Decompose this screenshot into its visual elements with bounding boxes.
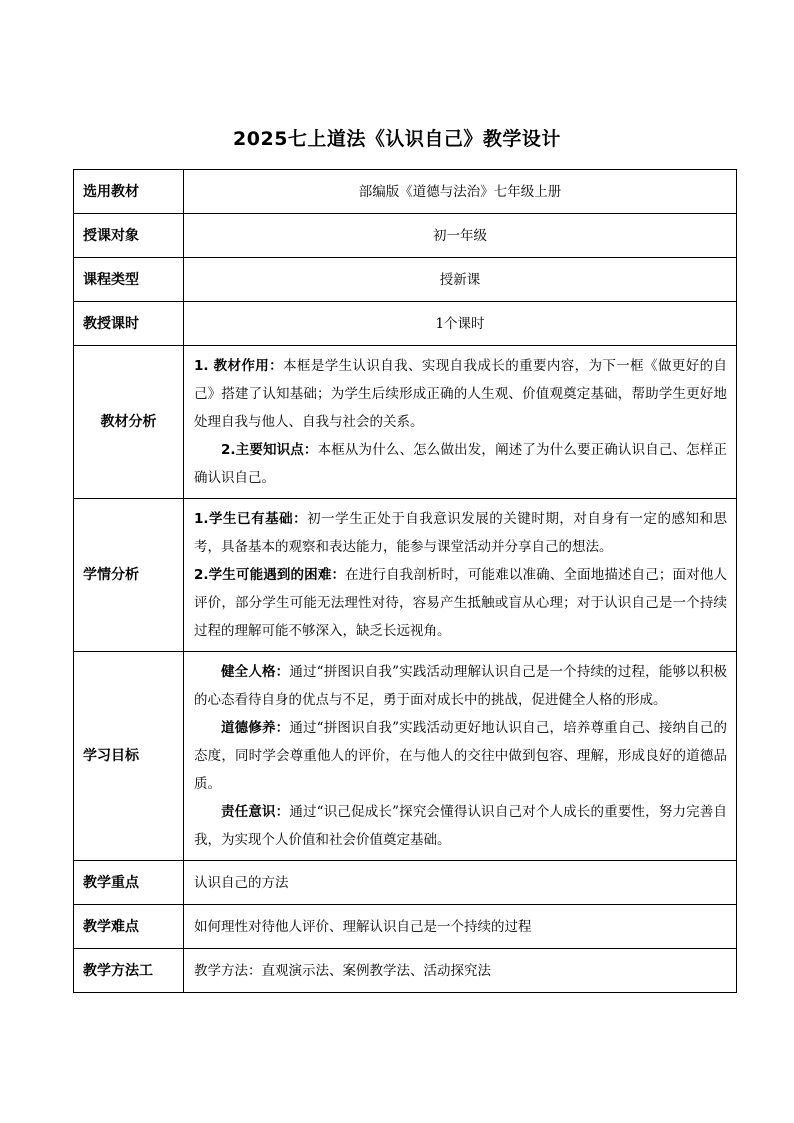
paragraph-text: 通过“识己促成长”探究会懂得认识自己对个人成长的重要性，努力完善自我，为实现个人价值和社会价值奠定基础。 xyxy=(194,804,727,848)
lesson-plan-table xyxy=(73,169,737,993)
row-label: 教材分析 xyxy=(74,346,184,499)
paragraph xyxy=(194,714,727,798)
row-label: 教授课时 xyxy=(74,302,184,346)
row-label: 课程类型 xyxy=(74,258,184,302)
table-row xyxy=(74,499,737,652)
table-row xyxy=(74,214,737,258)
table-row xyxy=(74,905,737,949)
row-label: 选用教材 xyxy=(74,170,184,214)
objectives-cell xyxy=(184,652,737,861)
course-type-value: 授新课 xyxy=(184,258,737,302)
paragraph-heading: 1.学生已有基础： xyxy=(194,511,308,527)
difficulty-value: 如何理性对待他人评价、理解认识自己是一个持续的过程 xyxy=(184,905,737,949)
table-row xyxy=(74,170,737,214)
table-row xyxy=(74,861,737,905)
paragraph xyxy=(194,561,727,645)
table-row xyxy=(74,302,737,346)
row-label: 教学方法工 xyxy=(74,949,184,993)
textbook-value: 部编版《道德与法治》七年级上册 xyxy=(184,170,737,214)
paragraph xyxy=(194,505,727,561)
paragraph xyxy=(194,352,727,436)
paragraph-text: 初一学生正处于自我意识发展的关键时期，对自身有一定的感知和思考，具备基本的观察和表达能力，能参与课堂活动并分享自己的想法。 xyxy=(194,511,727,555)
table-row xyxy=(74,949,737,993)
hours-value: 1个课时 xyxy=(184,302,737,346)
paragraph-text: 在进行自我剖析时，可能难以准确、全面地描述自己；面对他人评价，部分学生可能无法理性对待，容易产生抵触或盲从心理；对于认识自己是一个持续过程的理解可能不够深入，缺乏长远视角。 xyxy=(194,567,727,639)
paragraph xyxy=(194,658,727,714)
paragraph-text: 通过“拼图识自我”实践活动理解认识自己是一个持续的过程，能够以积极的心态看待自身的优点与不足，勇于面对成长中的挑战，促进健全人格的形成。 xyxy=(194,664,727,708)
paragraph-text: 通过“拼图识自我”实践活动更好地认识自己，培养尊重自己、接纳自己的态度，同时学会尊重他人的评价，在与他人的交往中做到包容、理解，形成良好的道德品质。 xyxy=(194,720,727,792)
row-label: 学情分析 xyxy=(74,499,184,652)
paragraph-heading: 1. 教材作用： xyxy=(194,358,284,374)
paragraph-heading: 健全人格： xyxy=(221,664,290,680)
document-title: 2025七上道法《认识自己》教学设计 xyxy=(233,128,561,150)
paragraph-text: 本框是学生认识自我、实现自我成长的重要内容，为下一框《做更好的自己》搭建了认知基础；为学生后续形成正确的人生观、价值观奠定基础，帮助学生更好地处理自我与他人、自我与社会的关系。 xyxy=(194,358,727,430)
paragraph-heading: 道德修养： xyxy=(221,720,290,736)
table-row xyxy=(74,346,737,499)
table-row xyxy=(74,258,737,302)
key-point-value: 认识自己的方法 xyxy=(184,861,737,905)
paragraph-heading: 责任意识： xyxy=(221,804,290,820)
material-analysis-cell xyxy=(184,346,737,499)
paragraph-heading: 2.学生可能遇到的困难： xyxy=(194,567,346,583)
row-label: 教学难点 xyxy=(74,905,184,949)
student-analysis-cell xyxy=(184,499,737,652)
methods-value: 教学方法：直观演示法、案例教学法、活动探究法 xyxy=(184,949,737,993)
row-label: 学习目标 xyxy=(74,652,184,861)
paragraph xyxy=(194,798,727,854)
table-row xyxy=(74,652,737,861)
paragraph-text: 本框从为什么、怎么做出发，阐述了为什么要正确认识自己、怎样正确认识自己。 xyxy=(194,442,727,486)
audience-value: 初一年级 xyxy=(184,214,737,258)
paragraph-heading: 2.主要知识点： xyxy=(221,442,318,458)
row-label: 授课对象 xyxy=(74,214,184,258)
paragraph xyxy=(194,436,727,492)
row-label: 教学重点 xyxy=(74,861,184,905)
